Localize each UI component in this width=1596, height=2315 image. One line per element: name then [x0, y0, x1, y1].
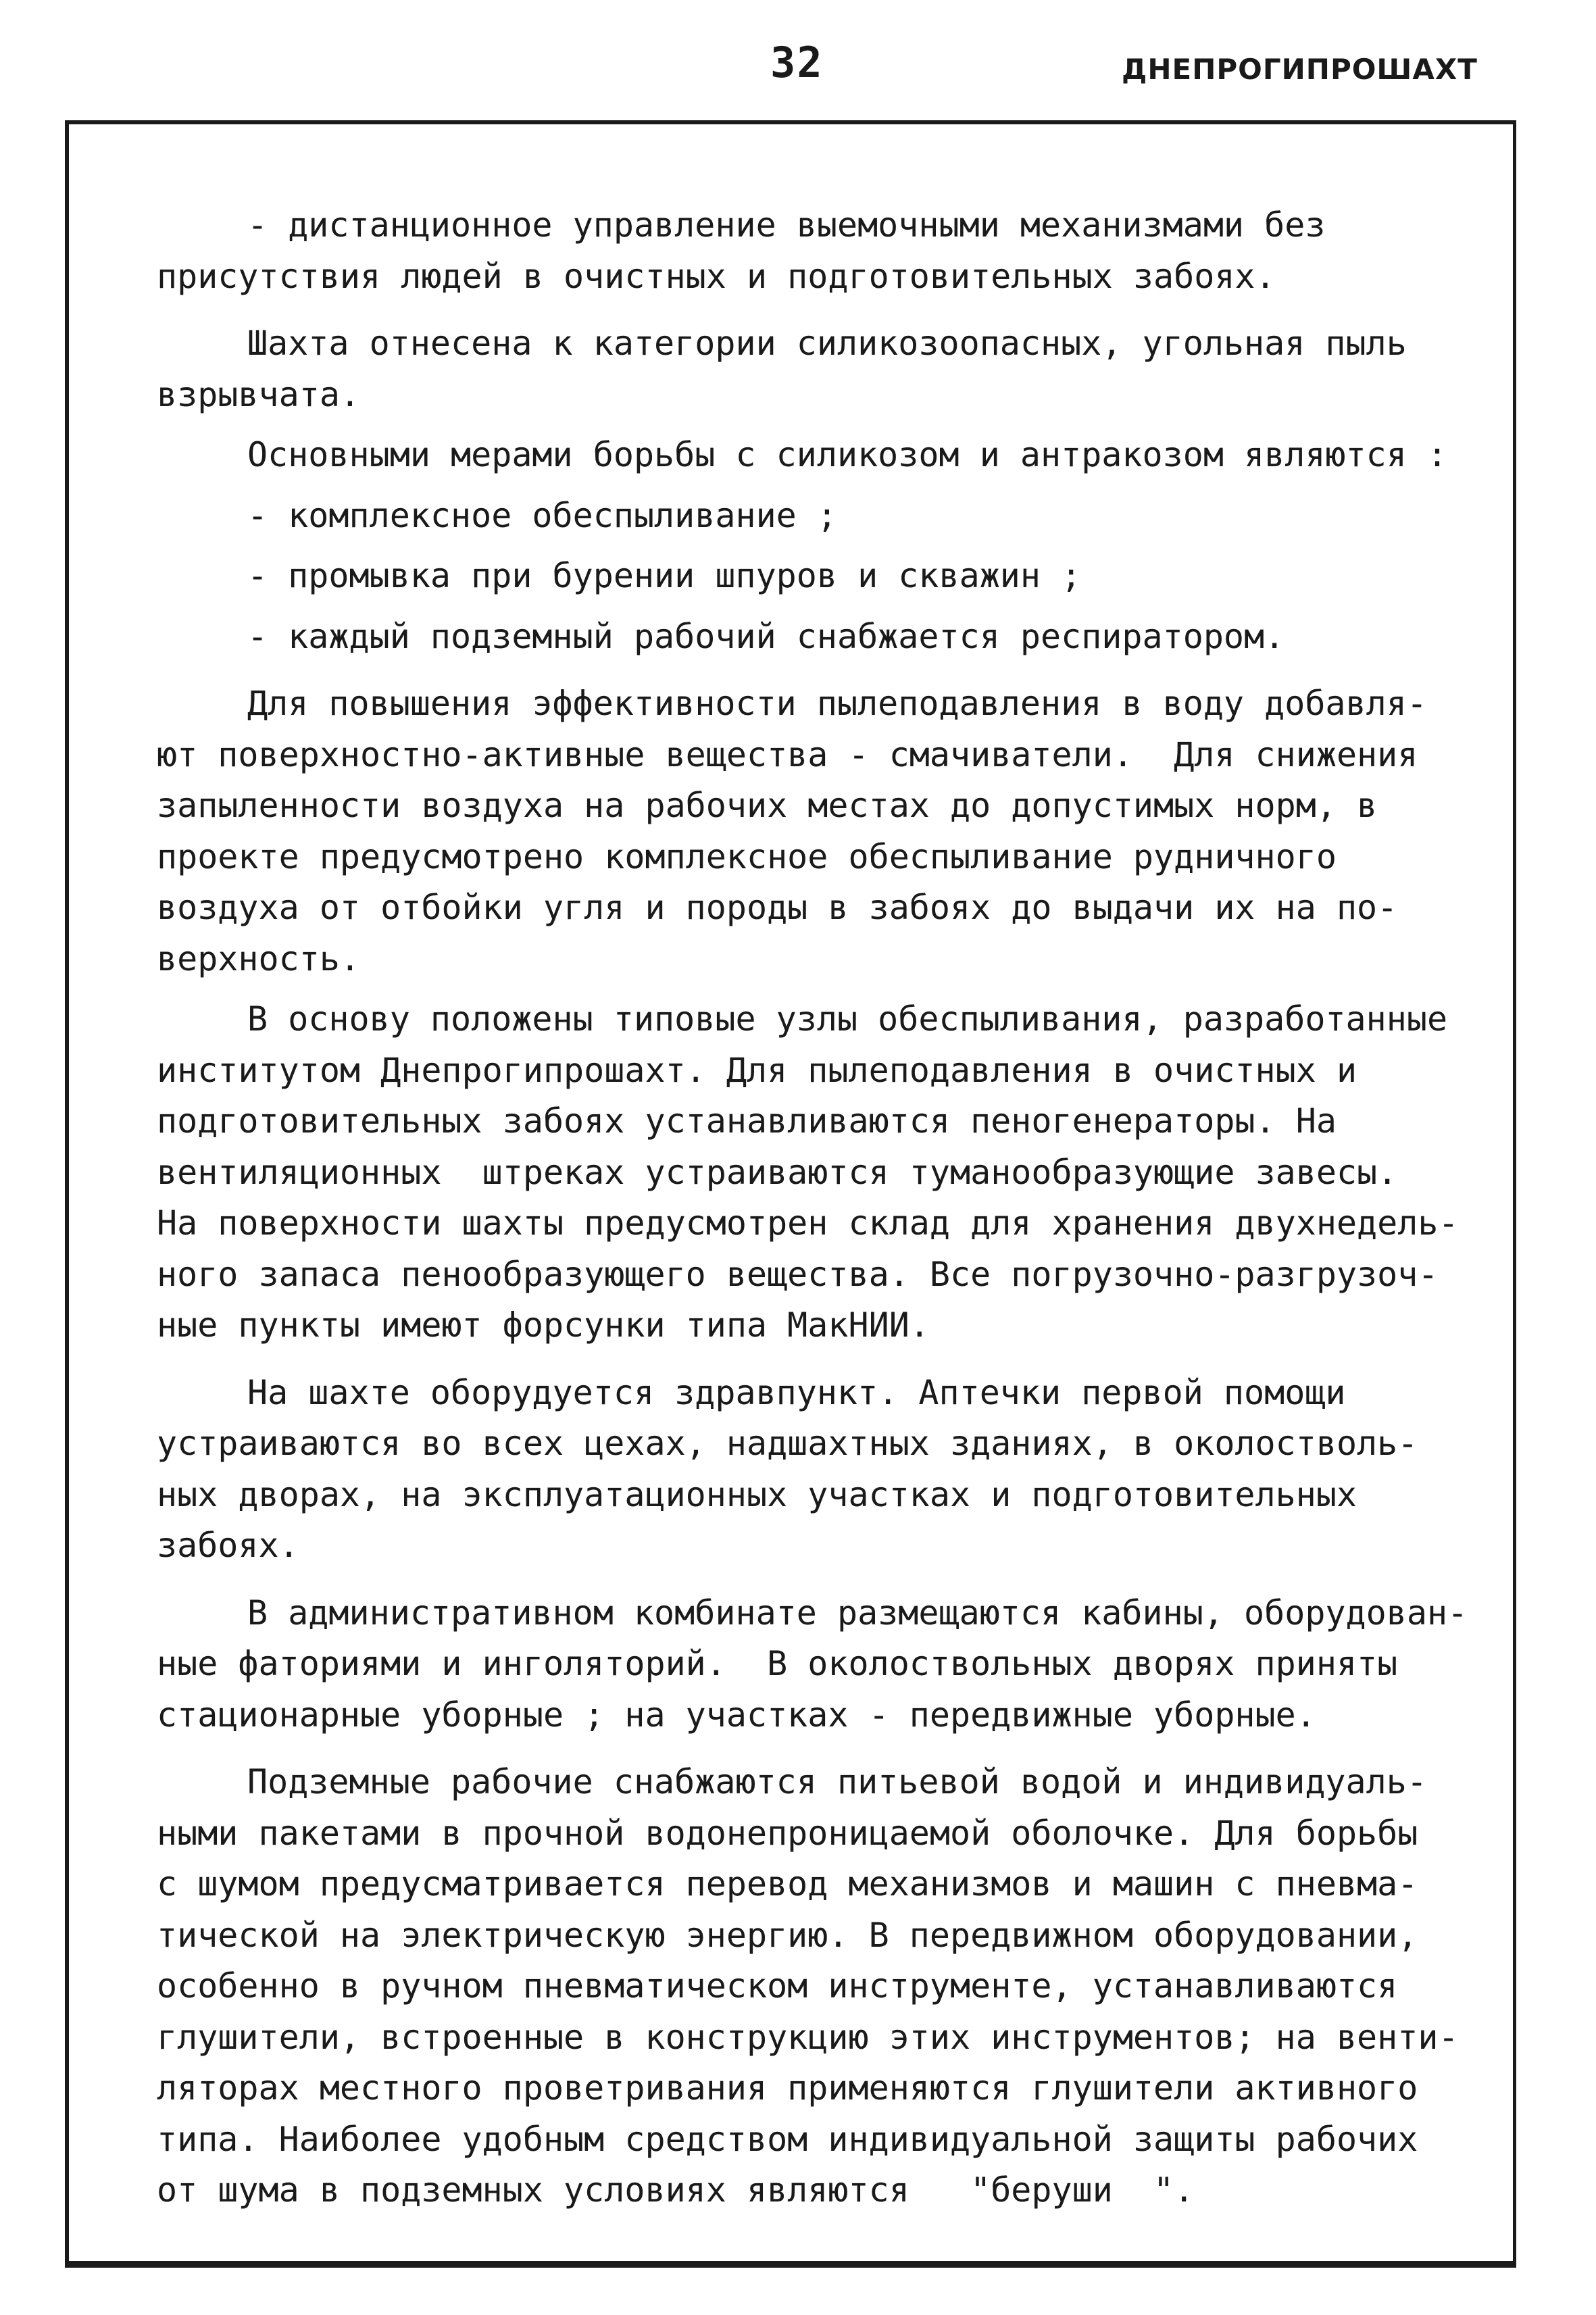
- text-line: проекте предусмотрено комплексное обеспыливание рудничного: [157, 837, 1337, 876]
- text-line: В основу положены типовые узлы обеспыливания, разработанные: [247, 999, 1448, 1039]
- text-line: особенно в ручном пневматическом инструменте, устанавливаются: [157, 1966, 1398, 2006]
- text-line: ют поверхностно-активные вещества - смачиватели. Для снижения: [157, 735, 1418, 774]
- text-line: В административном комбинате размещаются кабины, оборудован-: [247, 1593, 1468, 1633]
- list-item-flushing: [157, 551, 1501, 602]
- text-line: ные фаториями и инголяторий. В околоствольных дворях приняты: [157, 1644, 1398, 1683]
- text-line: ных дворах, на эксплуатационных участках и подготовительных: [157, 1474, 1357, 1514]
- text-line: подготовительных забоях устанавливаются пеногенераторы. На: [157, 1101, 1337, 1141]
- text-line: Для повышения эффективности пылеподавления в воду добавля-: [247, 684, 1427, 723]
- text-line: устраиваются во всех цехах, надшахтных зданиях, в околостволь-: [157, 1424, 1418, 1463]
- list-item-dust-control: [157, 491, 1501, 542]
- paragraph-first-aid: [157, 1368, 1501, 1572]
- text-line: стационарные уборные ; на участках - передвижные уборные.: [157, 1695, 1316, 1735]
- paragraph-mine-category: [157, 318, 1501, 420]
- text-line: На шахте оборудуется здравпункт. Аптечки первой помощи: [247, 1372, 1346, 1412]
- text-line: забоях.: [157, 1526, 299, 1565]
- text-line: Основными мерами борьбы с силикозом и антракозом являются :: [247, 435, 1448, 474]
- document-body: [157, 200, 1501, 2216]
- text-line: - комплексное обеспыливание ;: [247, 495, 837, 535]
- text-line: - промывка при бурении шпуров и скважин ;: [247, 556, 1082, 595]
- text-line: На поверхности шахты предусмотрен склад для хранения двухнедель-: [157, 1203, 1459, 1243]
- text-line: институтом Днепрогипрошахт. Для пылеподавления в очистных и: [157, 1050, 1357, 1090]
- paragraph-drinking-water-noise: [157, 1757, 1501, 2216]
- text-line: верхность.: [157, 939, 361, 978]
- text-line: от шума в подземных условиях являются "беруши ".: [157, 2170, 1195, 2210]
- text-line: воздуха от отбойки угля и породы в забоях до выдачи их на по-: [157, 888, 1398, 927]
- paragraph-main-measures: [157, 430, 1501, 481]
- text-line: тической на электрическую энергию. В передвижном оборудовании,: [157, 1915, 1418, 1955]
- text-line: взрывчата.: [157, 374, 361, 414]
- paragraph-admin-building: [157, 1588, 1501, 1741]
- list-item-respirator: [157, 612, 1501, 663]
- text-line: - дистанционное управление выемочными механизмами без: [247, 205, 1326, 245]
- paragraph-dust-suppression: [157, 678, 1501, 985]
- text-line: ные пункты имеют форсунки типа МакНИИ.: [157, 1305, 930, 1345]
- text-line: с шумом предусматривается перевод механизмов и машин с пневма-: [157, 1864, 1418, 1903]
- text-line: ного запаса пенообразующего вещества. Все погрузочно-разгрузоч-: [157, 1254, 1439, 1294]
- text-line: запыленности воздуха на рабочих местах до допустимых норм, в: [157, 786, 1378, 825]
- text-line: типа. Наиболее удобным средством индивидуальной защиты рабочих: [157, 2119, 1418, 2159]
- text-line: Подземные рабочие снабжаются питьевой водой и индивидуаль-: [247, 1762, 1427, 1801]
- text-line: присутствия людей в очистных и подготовительных забоях.: [157, 256, 1276, 296]
- header-organization: ДНЕПРОГИПРОШАХТ: [1122, 53, 1478, 86]
- page-number: 32: [770, 38, 824, 87]
- text-line: Шахта отнесена к категории силикозоопасных, угольная пыль: [247, 324, 1407, 363]
- text-line: ляторах местного проветривания применяются глушители активного: [157, 2068, 1418, 2108]
- text-line: - каждый подземный рабочий снабжается респиратором.: [247, 616, 1285, 656]
- paragraph-standard-units: [157, 994, 1501, 1351]
- text-line: глушители, встроенные в конструкцию этих инструментов; на венти-: [157, 2017, 1459, 2057]
- text-line: вентиляционных штреках устраиваются туманообразующие завесы.: [157, 1152, 1398, 1192]
- paragraph-remote-control: [157, 200, 1501, 302]
- text-line: ными пакетами в прочной водонепроницаемой оболочке. Для борьбы: [157, 1813, 1418, 1853]
